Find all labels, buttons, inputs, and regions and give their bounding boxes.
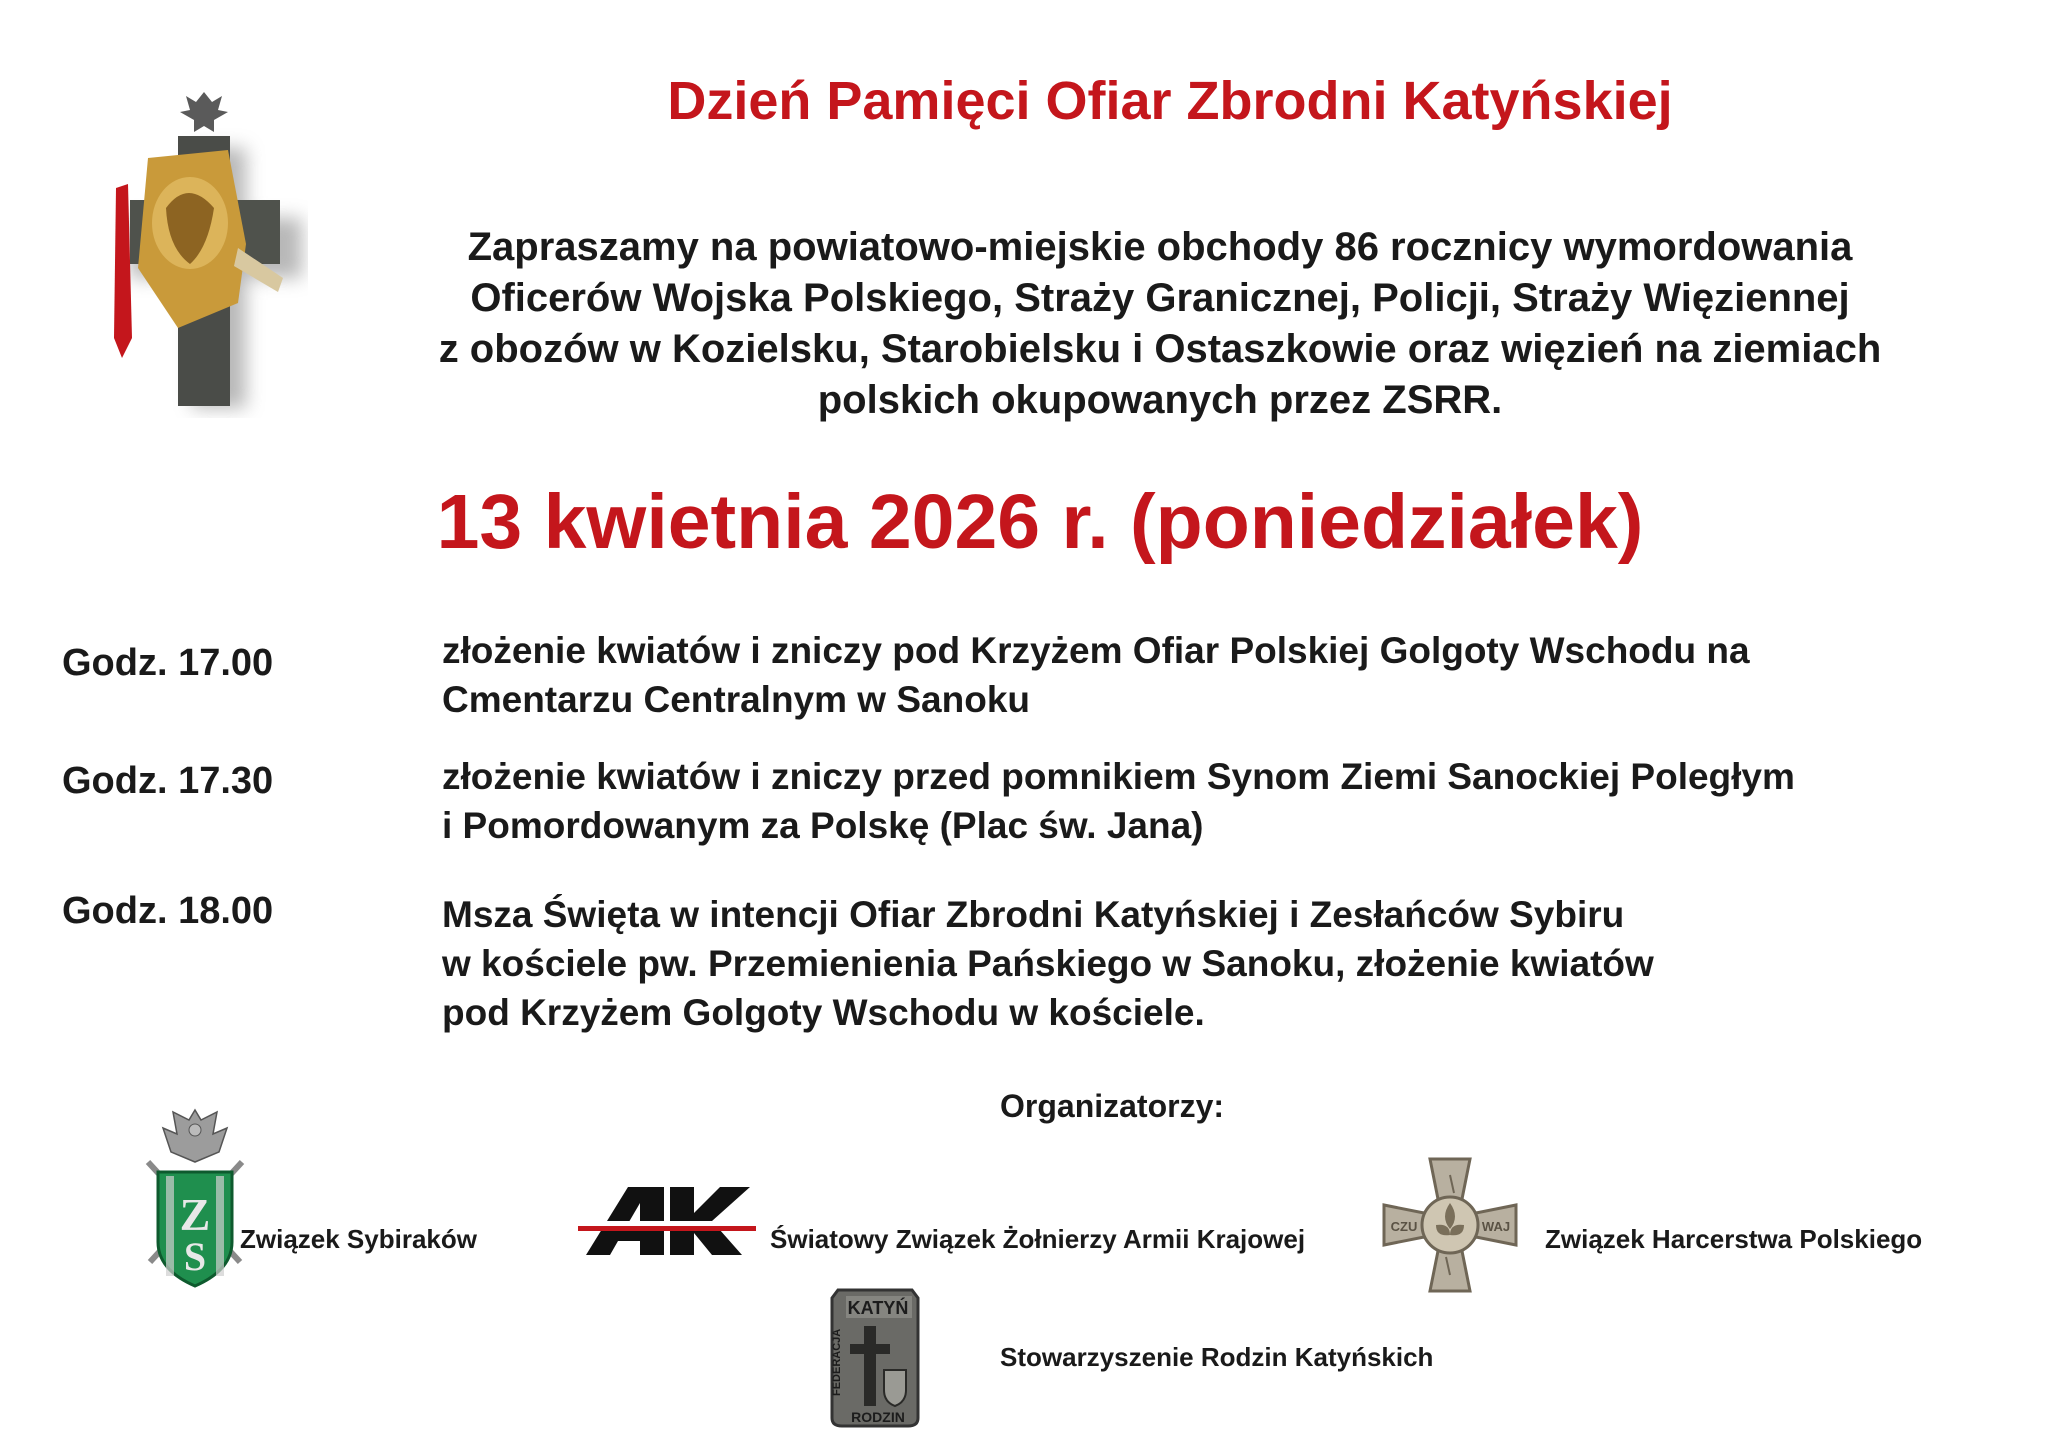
event-date: 13 kwietnia 2026 r. (poniedziałek) (436, 479, 1644, 565)
invitation-line: z obozów w Kozielsku, Starobielsku i Ostaszkowie oraz więzień na ziemiach (438, 327, 1882, 371)
sybiracy-logo (140, 1102, 250, 1292)
schedule-line: złożenie kwiatów i zniczy pod Krzyżem Ofiar Polskiej Golgoty Wschodu na (442, 630, 1750, 671)
katyn-cross-logo (78, 88, 308, 418)
schedule-description (442, 626, 2002, 724)
svg-text:Z: Z (179, 1189, 211, 1240)
svg-text:CZU: CZU (1390, 1219, 1418, 1234)
schedule-description (442, 890, 2002, 1037)
organizer-name: Stowarzyszenie Rodzin Katyńskich (1000, 1342, 1434, 1372)
invitation-text (330, 222, 1990, 426)
katyn-badge-icon (828, 1286, 922, 1430)
schedule-time: Godz. 17.00 (62, 642, 274, 684)
organizer-name: Związek Sybiraków (240, 1224, 477, 1254)
svg-text:S: S (183, 1234, 207, 1279)
ak-logo (578, 1183, 756, 1259)
invitation-line: Oficerów Wojska Polskiego, Straży Granicznej, Policji, Straży Więziennej (470, 276, 1850, 320)
svg-text:KATYŃ: KATYŃ (847, 1298, 909, 1318)
schedule-line: Msza Święta w intencji Ofiar Zbrodni Katyńskiej i Zesłańców Sybiru (442, 894, 1625, 935)
invitation-line: Zapraszamy na powiatowo-miejskie obchody 86 rocznicy wymordowania (467, 225, 1853, 269)
schedule-time: Godz. 17.30 (62, 760, 274, 802)
schedule-line: pod Krzyżem Golgoty Wschodu w kościele. (442, 992, 1205, 1033)
schedule-line: i Pomordowanym za Polskę (Plac św. Jana) (442, 805, 1204, 846)
organizer-name: Światowy Związek Żołnierzy Armii Krajowej (770, 1224, 1306, 1254)
svg-text:RODZIN: RODZIN (851, 1409, 905, 1425)
schedule-time: Godz. 18.00 (62, 890, 274, 932)
invitation-line: polskich okupowanych przez ZSRR. (817, 378, 1503, 422)
page-title: Dzień Pamięci Ofiar Zbrodni Katyńskiej (667, 71, 1673, 131)
schedule-line: w kościele pw. Przemienienia Pańskiego w Sanoku, złożenie kwiatów (442, 943, 1654, 984)
svg-text:FEDERACJA: FEDERACJA (831, 1328, 843, 1396)
katyn-cross-icon (78, 88, 308, 418)
katyn-families-logo (828, 1286, 922, 1430)
schedule-line: Cmentarzu Centralnym w Sanoku (442, 679, 1031, 720)
organizer-name: Związek Harcerstwa Polskiego (1545, 1224, 1923, 1254)
organizers-heading: Organizatorzy: (1000, 1088, 1225, 1124)
svg-text:WAJ: WAJ (1481, 1219, 1511, 1234)
ak-logo-icon (578, 1183, 756, 1259)
harcerski-cross-icon (1380, 1155, 1520, 1295)
zhp-logo (1380, 1155, 1520, 1295)
sybiracy-emblem-icon (140, 1102, 250, 1292)
schedule-line: złożenie kwiatów i zniczy przed pomnikiem Synom Ziemi Sanockiej Poległym (442, 756, 1795, 797)
schedule-description (442, 752, 2002, 850)
